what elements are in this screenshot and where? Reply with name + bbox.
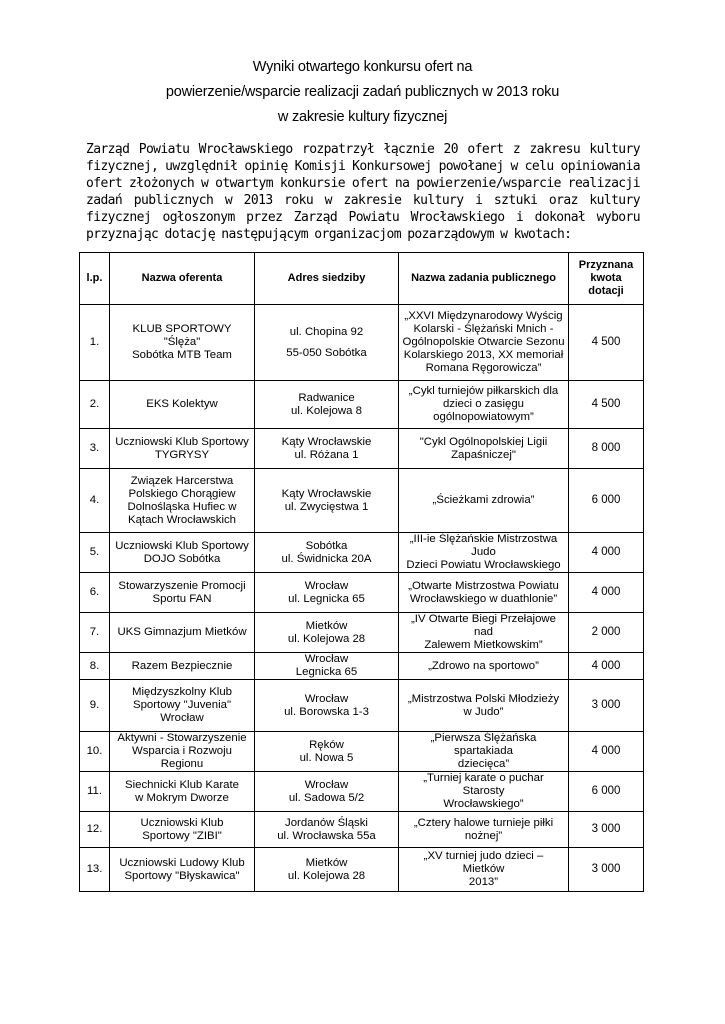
cell-address: [255, 533, 399, 573]
table-row: [80, 533, 644, 573]
cell-text-line: "Ślęża": [163, 336, 201, 348]
cell-text-line: Uczniowski Klub: [140, 816, 224, 829]
cell-text-line: Sobótka MTB Team: [132, 349, 232, 361]
cell-text-line: TYGRYSY: [154, 448, 210, 461]
cell-name: [110, 772, 255, 812]
cell-address: [255, 812, 399, 848]
document-title-line-1: Wyniki otwartego konkursu ofert na: [252, 59, 473, 75]
cell-text-line: Sportowy "Błyskawica": [124, 869, 240, 882]
cell-text-line: Wrocław: [160, 712, 204, 724]
cell-text-line: UKS Gimnazjum Mietków: [117, 626, 247, 638]
table-row: [80, 573, 644, 613]
cell-lp: 5.: [80, 533, 110, 573]
cell-text-line: Kąty Wrocławskie: [281, 435, 372, 448]
cell-amount: 4 000: [569, 653, 644, 680]
cell-text-line: Mietków: [305, 856, 348, 869]
table-row: [80, 680, 644, 732]
cell-text-line: Wrocław: [304, 778, 349, 791]
cell-amount: 3 000: [569, 812, 644, 848]
cell-text-line: Kolarski - Ślężański Mnich -: [413, 323, 554, 335]
cell-amount: 3 000: [569, 848, 644, 892]
header-address: Adres siedziby: [255, 253, 399, 305]
cell-amount: 4 000: [569, 533, 644, 573]
cell-task: [399, 573, 569, 613]
table-header-row: [80, 253, 644, 305]
cell-amount: 2 000: [569, 613, 644, 653]
cell-name: [110, 732, 255, 772]
cell-lp: 13.: [80, 848, 110, 892]
table-body: [80, 305, 644, 892]
cell-text-line: Wrocław: [304, 653, 349, 665]
cell-text-line: 2013”: [468, 876, 499, 888]
cell-amount: 4 000: [569, 732, 644, 772]
cell-text-line: Wrocław: [304, 692, 349, 705]
cell-name: [110, 812, 255, 848]
cell-text-line: Uczniowski Klub Sportowy: [115, 435, 249, 448]
cell-lp: 6.: [80, 573, 110, 613]
cell-text-line: „III-ie Ślężańskie Mistrzostwa Judo: [409, 533, 558, 558]
cell-text-line: Międzyszkolny Klub: [131, 686, 233, 698]
cell-text-line: EKS Kolektyw: [146, 398, 218, 410]
cell-text-line: Związek Harcerstwa: [130, 474, 234, 487]
cell-text-line: Regionu: [160, 758, 204, 770]
document-title-line-2: powierzenie/wsparcie realizacji zadań publicznych w 2013 roku: [165, 84, 560, 100]
cell-task: [399, 305, 569, 381]
cell-address: [255, 680, 399, 732]
cell-text-line: Aktywni - Stowarzyszenie: [117, 732, 247, 744]
cell-text-line: ul. Kolejowa 28: [287, 632, 366, 645]
cell-amount: 8 000: [569, 429, 644, 469]
table-row: [80, 772, 644, 812]
cell-text-line: Romana Ręgorowicza”: [425, 362, 542, 374]
cell-amount: 3 000: [569, 680, 644, 732]
cell-name: [110, 305, 255, 381]
cell-text-line: „Zdrowo na sportowo”: [428, 659, 539, 672]
cell-address: [255, 381, 399, 429]
cell-name: [110, 533, 255, 573]
cell-text-line: Siechnicki Klub Karate: [125, 778, 239, 791]
cell-text-line: Uczniowski Klub Sportowy: [115, 539, 249, 552]
cell-text-line: „Cztery halowe turnieje piłki: [413, 816, 554, 829]
cell-text-line: Wrocławskiego”: [443, 798, 524, 810]
cell-text-line: Dzieci Powiatu Wrocławskiego: [406, 559, 561, 571]
line-gap: [258, 339, 395, 347]
cell-name: [110, 613, 255, 653]
cell-lp: 3.: [80, 429, 110, 469]
grants-table: [79, 252, 644, 892]
cell-text-line: ul. Nowa 5: [299, 751, 354, 764]
cell-lp: 8.: [80, 653, 110, 680]
cell-address: [255, 573, 399, 613]
cell-text-line: Jordanów Śląski: [285, 816, 368, 829]
table-row: [80, 613, 644, 653]
cell-text-line: „Mistrzostwa Polski Młodzieży: [407, 692, 560, 705]
cell-amount: 4 500: [569, 305, 644, 381]
cell-amount: 6 000: [569, 469, 644, 533]
cell-lp: 2.: [80, 381, 110, 429]
table-row: [80, 812, 644, 848]
cell-task: [399, 772, 569, 812]
cell-text-line: Stowarzyszenie Promocji: [118, 579, 246, 592]
cell-text-line: Kątach Wrocławskich: [127, 513, 237, 526]
cell-text-line: Uczniowski Ludowy Klub: [119, 856, 245, 869]
table-row: [80, 381, 644, 429]
cell-task: [399, 653, 569, 680]
cell-text-line: DOJO Sobótka: [143, 552, 221, 565]
table-row: [80, 469, 644, 533]
cell-text-line: ul. Wrocławska 55a: [277, 829, 376, 842]
cell-text-line: Polskiego Chorągiew: [128, 487, 236, 500]
cell-text-line: ul. Różana 1: [294, 448, 359, 461]
cell-text-line: „XV turniej judo dzieci – Mietków: [423, 850, 544, 875]
cell-text-line: Mietków: [305, 619, 348, 632]
header-lp: l.p.: [80, 253, 110, 305]
cell-text-line: „Otwarte Mistrzostwa Powiatu: [408, 579, 559, 592]
cell-name: [110, 469, 255, 533]
cell-task: [399, 812, 569, 848]
cell-text-line: Zalewem Mietkowskim”: [424, 639, 543, 651]
cell-text-line: Wsparcia i Rozwoju: [131, 745, 232, 757]
cell-address: [255, 429, 399, 469]
cell-text-line: ul. Świdnicka 20A: [281, 552, 372, 565]
cell-name: [110, 573, 255, 613]
cell-task: [399, 848, 569, 892]
table-row: [80, 848, 644, 892]
cell-name: [110, 680, 255, 732]
cell-text-line: Wrocławskiego w duathlonie”: [409, 592, 558, 605]
cell-text-line: „Pierwsza Ślężańska spartakiada: [430, 732, 537, 757]
cell-task: [399, 469, 569, 533]
header-amount-line: kwota: [590, 272, 622, 284]
cell-text-line: w Mokrym Dworze: [135, 791, 229, 804]
cell-text-line: ul. Legnicka 65: [288, 592, 365, 605]
cell-text-line: Razem Bezpiecznie: [131, 659, 233, 672]
cell-text-line: KLUB SPORTOWY: [132, 323, 232, 335]
cell-lp: 10.: [80, 732, 110, 772]
cell-lp: 1.: [80, 305, 110, 381]
table-row: [80, 429, 644, 469]
cell-text-line: dziecięca”: [457, 758, 510, 770]
header-task: Nazwa zadania publicznego: [399, 253, 569, 305]
header-name: Nazwa oferenta: [110, 253, 255, 305]
cell-lp: 11.: [80, 772, 110, 812]
cell-address: [255, 469, 399, 533]
cell-text-line: Wrocław: [304, 579, 349, 592]
cell-text-line: Legnicka 65: [295, 666, 358, 678]
cell-task: [399, 680, 569, 732]
cell-text-line: w Judo”: [463, 705, 504, 718]
cell-text-line: Sobótka: [305, 539, 348, 552]
cell-task: [399, 613, 569, 653]
cell-text-line: Ogólnopolskie Otwarcie Sezonu: [402, 336, 565, 348]
cell-text-line: ul. Borowska 1-3: [284, 705, 369, 718]
cell-text-line: Radwanice: [298, 391, 355, 404]
cell-name: [110, 653, 255, 680]
cell-name: [110, 429, 255, 469]
cell-address: [255, 305, 399, 381]
cell-task: [399, 381, 569, 429]
table-row: [80, 732, 644, 772]
table-row: [80, 653, 644, 680]
cell-text-line: nożnej”: [464, 829, 503, 842]
cell-text-line: "Cykl Ogólnopolskiej Ligii: [419, 435, 548, 448]
cell-task: [399, 429, 569, 469]
cell-text-line: ul. Chopina 92: [289, 325, 364, 338]
cell-address: [255, 772, 399, 812]
document-title-line-3: w zakresie kultury fizycznej: [277, 109, 448, 125]
cell-lp: 7.: [80, 613, 110, 653]
cell-address: [255, 613, 399, 653]
header-amount: [569, 253, 644, 305]
cell-text-line: „XXVI Międzynarodowy Wyścig: [404, 310, 563, 322]
cell-text-line: Kolarskiego 2013, XX memoriał: [403, 349, 564, 361]
cell-text-line: „Cykl turniejów piłkarskich dla: [408, 385, 559, 397]
cell-text-line: Sportowy "ZIBI": [142, 829, 222, 842]
table-row: [80, 305, 644, 381]
cell-text-line: „Ścieżkami zdrowia”: [432, 494, 535, 506]
cell-address: [255, 848, 399, 892]
cell-text-line: ul. Zwycięstwa 1: [284, 500, 369, 513]
cell-lp: 4.: [80, 469, 110, 533]
header-amount-line: dotacji: [588, 285, 624, 297]
cell-text-line: Ręków: [309, 738, 344, 751]
cell-text-line: Zapaśniczej": [451, 448, 516, 461]
cell-task: [399, 732, 569, 772]
cell-text-line: ogólnopowiatowym”: [433, 411, 534, 423]
cell-task: [399, 533, 569, 573]
cell-name: [110, 381, 255, 429]
cell-lp: 12.: [80, 812, 110, 848]
cell-address: [255, 732, 399, 772]
cell-text-line: Sportu FAN: [152, 592, 212, 605]
cell-amount: 4 500: [569, 381, 644, 429]
cell-address: [255, 653, 399, 680]
cell-text-line: ul. Kolejowa 8: [291, 404, 362, 417]
cell-text-line: Dolnośląska Hufiec w: [127, 500, 237, 513]
cell-name: [110, 848, 255, 892]
cell-text-line: ul. Kolejowa 28: [287, 869, 366, 882]
cell-text-line: „Turniej karate o puchar Starosty: [423, 772, 544, 797]
cell-lp: 9.: [80, 680, 110, 732]
cell-amount: 6 000: [569, 772, 644, 812]
cell-text-line: Sportowy "Juvenia": [133, 699, 231, 711]
intro-paragraph: Zarząd Powiatu Wrocławskiego rozpatrzył łącznie 20 ofert z zakresu kultury fizycznej, uwzględnił opinię Komisji Konkursowej powołanej w celu opiniowania ofert złożonych w otwartym konkursie ofert na powierzenie/wsparcie realizacji zadań publicznych w 2013 roku w zakresie kultury i sztuki oraz kultury fizycznej ogłoszonym przez Zarząd Powiatu Wrocławskiego i dokonał wyboru przyznając dotację następującym organizacjom pozarządowym w kwotach:: [86, 142, 640, 242]
cell-text-line: Kąty Wrocławskie: [281, 487, 372, 500]
cell-text-line: ul. Sadowa 5/2: [288, 791, 365, 804]
header-amount-line: Przyznana: [578, 259, 634, 271]
cell-text-line: „IV Otwarte Biegi Przełajowe nad: [411, 613, 556, 638]
cell-amount: 4 000: [569, 573, 644, 613]
cell-text-line: 55-050 Sobótka: [286, 346, 367, 359]
cell-text-line: dzieci o zasięgu: [442, 398, 525, 410]
